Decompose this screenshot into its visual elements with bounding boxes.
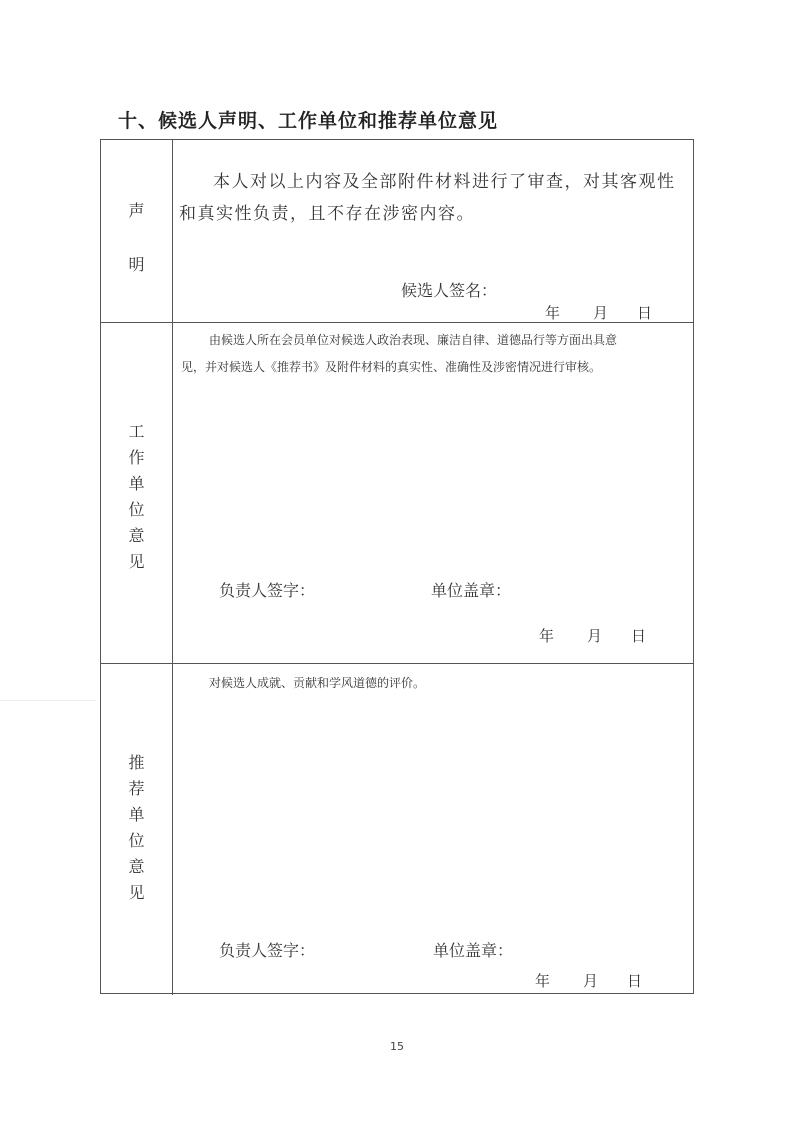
declaration-text-line2: 和真实性负责，且不存在涉密内容。 — [179, 204, 475, 224]
recommending-unit-label-char: 位 — [128, 831, 145, 850]
work-unit-instruction-line1: 由候选人所在会员单位对候选人政治表现、廉洁自律、道德品行等方面出具意 — [209, 333, 618, 347]
opinion-form-table — [100, 139, 694, 994]
date-year-label: 年 — [545, 304, 561, 322]
work-unit-label-char: 位 — [128, 500, 145, 519]
recommending-unit-instruction: 对候选人成就、贡献和学风道德的评价。 — [209, 676, 426, 690]
date-day-label: 日 — [637, 304, 653, 322]
declaration-content-cell — [173, 140, 693, 322]
work-unit-label-char: 单 — [128, 474, 145, 493]
recommending-unit-label-char: 荐 — [128, 779, 145, 798]
date-year-label: 年 — [535, 972, 551, 990]
declaration-label-char: 明 — [128, 255, 145, 274]
date-month-label: 月 — [583, 972, 599, 990]
leader-signature-label: 负责人签字： — [219, 941, 316, 960]
work-unit-row — [101, 323, 693, 664]
work-unit-instruction-line2: 见，并对候选人《推荐书》及附件材料的真实性、准确性及涉密情况进行审核。 — [181, 360, 602, 374]
declaration-row — [101, 140, 693, 323]
page-number: 15 — [390, 1040, 404, 1053]
recommending-unit-content-cell — [173, 664, 693, 995]
recommending-unit-label-cell — [101, 664, 173, 995]
work-unit-label-cell — [101, 323, 173, 663]
recommending-unit-label-char: 推 — [128, 753, 145, 772]
unit-seal-label: 单位盖章： — [431, 581, 512, 600]
declaration-label-cell — [101, 140, 173, 322]
date-day-label: 日 — [631, 627, 647, 645]
work-unit-label-char: 工 — [128, 422, 145, 441]
date-month-label: 月 — [593, 304, 609, 322]
recommending-unit-label-char: 意 — [128, 857, 145, 876]
candidate-signature-label: 候选人签名： — [401, 281, 498, 300]
date-year-label: 年 — [539, 627, 555, 645]
unit-seal-label: 单位盖章： — [433, 941, 514, 960]
recommending-unit-label-char: 见 — [128, 883, 145, 902]
work-unit-label-char: 作 — [128, 448, 145, 467]
recommending-unit-row — [101, 664, 693, 995]
declaration-text-line1: 本人对以上内容及全部附件材料进行了审查，对其客观性 — [213, 172, 676, 192]
work-unit-content-cell — [173, 323, 693, 663]
recommending-unit-label-char: 单 — [128, 805, 145, 824]
scan-edge-mark — [0, 700, 96, 701]
work-unit-label-char: 见 — [128, 552, 145, 571]
date-day-label: 日 — [627, 972, 643, 990]
declaration-label-char: 声 — [128, 201, 145, 220]
section-title: 十、候选人声明、工作单位和推荐单位意见 — [118, 110, 499, 132]
date-month-label: 月 — [587, 627, 603, 645]
leader-signature-label: 负责人签字： — [219, 581, 316, 600]
work-unit-label-char: 意 — [128, 526, 145, 545]
